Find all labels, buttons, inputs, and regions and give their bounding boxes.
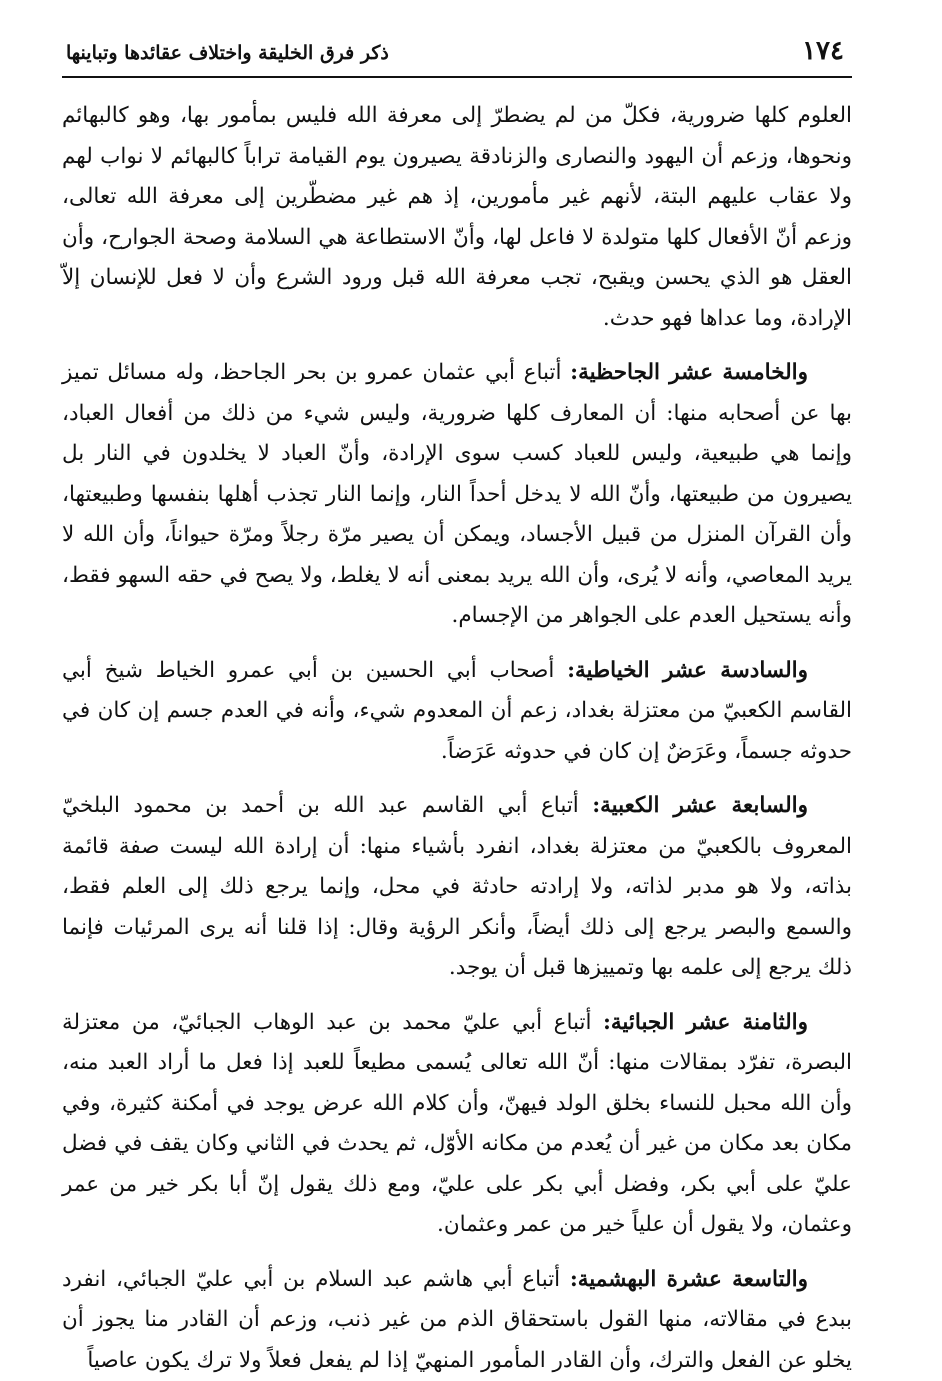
paragraph-text: أتباع أبي عثمان عمرو بن بحر الجاحظ، وله مسائل تميز بها عن أصحابه منها: أن المعارف كلها ضرورية، وليس شيء من ذلك من أفعال العباد، وإنما هي طبيعية، وليس للعباد كسب سوى الإرادة، وأنّ العباد لا يخلدون في النار بل يصيرون من طبيعتها، وأنّ الله لا يدخل أحداً النار، وإنما النار تجذب أهلها بنفسها وطبيعتها، وأن القرآن المنزل من قبيل الأجساد، ويمكن أن يصير مرّة رجلاً ومرّة حيواناً، وأن الله لا يريد المعاصي، وأنه لا يُرى، وأن الله يريد بمعنى أنه لا يغلط، ولا يصح في حقه السهو فقط، وأنه يستحيل العدم على الجواهر من الإجسام. [62,360,852,628]
section-heading: والسابعة عشر الكعبية: [592,793,808,818]
paragraph-text: أتباع أبي هاشم عبد السلام بن أبي عليّ الجبائي، انفرد ببدع في مقالاته، منها القول باستحقاق الذم من غير ذنب، وزعم أن القادر منا يجوز أن يخلو عن الفعل والترك، وأن القادر المأمور المنهيّ إذا لم يفعل فعلاً ولا ترك يكون عاصياً [62,1267,852,1373]
page-header [62,30,852,78]
paragraph-khayyatiyya [62,651,852,773]
paragraph-kabiyya [62,786,852,989]
section-heading: والتاسعة عشرة البهشمية: [570,1267,808,1292]
paragraph-text: أصحاب أبي الحسين بن أبي عمرو الخياط شيخ أبي القاسم الكعبيّ من معتزلة بغداد، زعم أن المعدوم شيء، وأنه في العدم جسم إن كان في حدوثه جسماً، وعَرَضٌ إن كان في حدوثه عَرَضاً. [62,658,852,764]
paragraph-text: أتباع أبي عليّ محمد بن عبد الوهاب الجبائيّ، من معتزلة البصرة، تفرّد بمقالات منها: أنّ الله تعالى يُسمى مطيعاً للعبد إذا فعل ما أراد العبد منه، وأن الله محبل للنساء بخلق الولد فيهنّ، وأن كلام الله عرض يوجد في أمكنة كثيرة، وفي مكان بعد مكان من غير أن يُعدم من مكانه الأوّل، ثم يحدث في الثاني وكان يقف في فضل عليّ على أبي بكر، وفضل أبي بكر على عليّ، ومع ذلك يقول إنّ أبا بكر خير من عمر وعثمان، ولا يقول أن علياً خير من عمر وعثمان. [62,1010,852,1238]
paragraph-jubbaiyya [62,1003,852,1246]
header-rule [62,76,852,78]
paragraph-text: أتباع أبي القاسم عبد الله بن أحمد بن محمود البلخيّ المعروف بالكعبيّ من معتزلة بغداد، انفرد بأشياء منها: أن إرادة الله ليست صفة قائمة بذاته، ولا هو مدبر لذاته، ولا إرادته حادثة في محل، وإنما يرجع ذلك إلى العلم فقط، والسمع والبصر يرجع إلى ذلك أيضاً، وأنكر الرؤية وقال: إذا قلنا أنه يرى المرئيات فإنما ذلك يرجع إلى علمه بها وتمييزها قبل أن يوجد. [62,793,852,980]
paragraph-bahshamiyya [62,1260,852,1381]
page-number: ١٧٤ [802,36,844,66]
paragraph-jahiziyya [62,353,852,637]
section-heading: والثامنة عشر الجبائية: [603,1010,808,1035]
section-heading: والخامسة عشر الجاحظية: [570,360,808,385]
paragraph-continuation [62,96,852,339]
book-page [62,30,852,1340]
running-title: ذكر فرق الخليقة واختلاف عقائدها وتباينها [66,42,389,64]
body-text [62,96,852,1381]
section-heading: والسادسة عشر الخياطية: [567,658,808,683]
paragraph-text: العلوم كلها ضرورية، فكلّ من لم يضطرّ إلى معرفة الله فليس بمأمور بها، وهو كالبهائم ونحوها، وزعم أن اليهود والنصارى والزنادقة يصيرون يوم القيامة تراباً كالبهائم لا نواب لهم ولا عقاب عليهم البتة، لأنهم غير مأمورين، إذ هم غير مضطّرين إلى معرفة الله تعالى، وزعم أنّ الأفعال كلها متولدة لا فاعل لها، وأنّ الاستطاعة هي السلامة وصحة الجوارح، وأن العقل هو الذي يحسن ويقبح، تجب معرفة الله قبل ورود الشرع وأن لا فعل للإنسان إلاّ الإرادة، وما عداها فهو حدث. [62,103,852,331]
